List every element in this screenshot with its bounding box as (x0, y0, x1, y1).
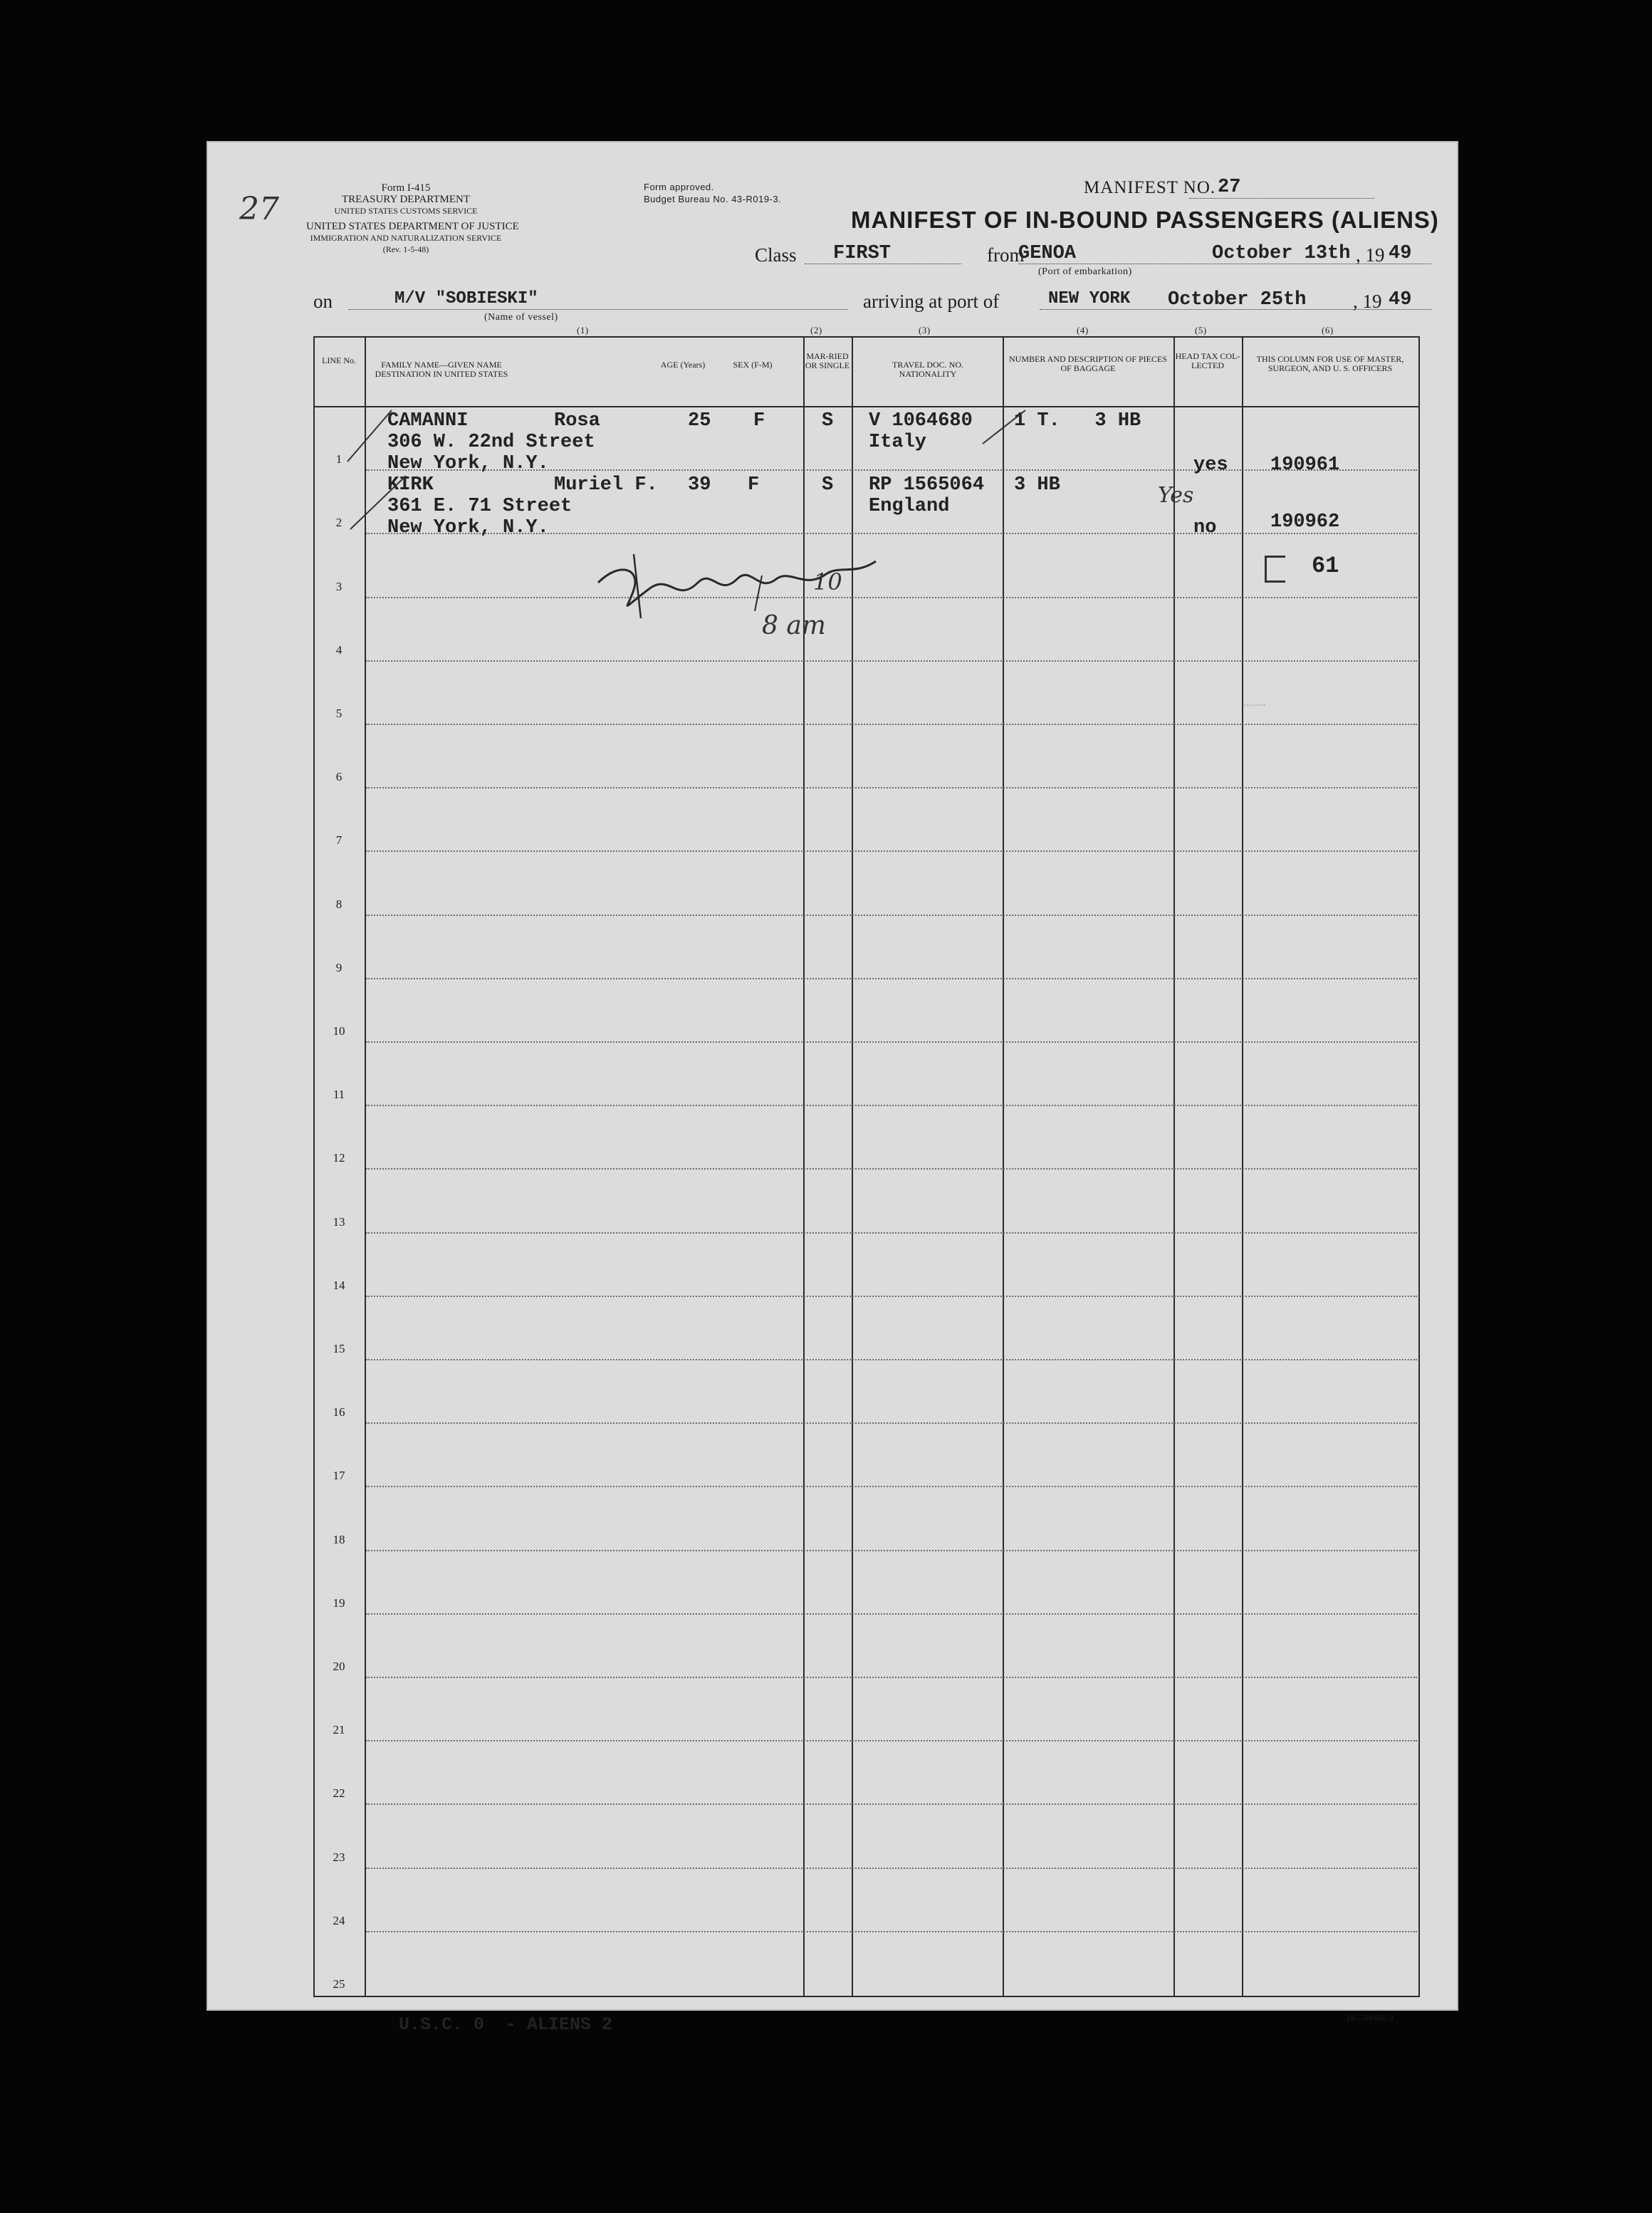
line-number: 4 (335, 642, 343, 657)
class-label: Class (755, 244, 797, 266)
col-divider (1173, 336, 1175, 1996)
row-divider (366, 1868, 1417, 1869)
form-number: Form I-415 (381, 182, 431, 194)
manifest-number-value: 27 (1218, 177, 1241, 198)
arrival-year-prefix: , 19 (1353, 291, 1382, 312)
class-value: FIRST (833, 243, 892, 264)
line-number: 12 (333, 1151, 345, 1165)
row-divider (366, 660, 1417, 662)
department-of-justice: UNITED STATES DEPARTMENT OF JUSTICE (306, 221, 519, 232)
arrival-year: 49 (1389, 289, 1412, 311)
line-number: 2 (335, 516, 343, 530)
line-number: 17 (333, 1469, 345, 1483)
passenger-marital-status: S (822, 474, 834, 496)
treasury-department: TREASURY DEPARTMENT (341, 194, 471, 205)
line-number: 22 (333, 1786, 345, 1801)
arrival-underline (1040, 309, 1431, 310)
manifest-number-underline (1189, 198, 1374, 199)
row-divider (366, 1105, 1417, 1106)
col6-reference: (6) (1322, 325, 1334, 335)
passenger-nationality: England (869, 496, 950, 517)
passenger-head-tax: yes (1193, 454, 1228, 476)
form-revision: (Rev. 1-5-48) (382, 244, 429, 254)
col4-reference: (4) (1077, 325, 1089, 335)
col-header-officers: THIS COLUMN FOR USE OF MASTER, SURGEON, AND U. S. OFFICERS (1256, 354, 1404, 373)
passenger-officer-number: 190961 (1270, 454, 1340, 476)
header-rule (313, 406, 1418, 407)
bottom-notation: U.S.C. 0 - ALIENS 2 (399, 2014, 613, 2035)
col5-reference: (5) (1195, 325, 1207, 335)
col-header-age: AGE (Years) (660, 360, 706, 370)
vessel-underline (349, 309, 847, 310)
from-label: from (987, 244, 1025, 266)
row-divider (366, 724, 1417, 725)
line-number: 25 (333, 1977, 345, 1991)
row-check-marks (342, 405, 427, 540)
bleed-through-text: ........ (1243, 697, 1266, 709)
row-divider (366, 1422, 1417, 1424)
passenger-address-line2: New York, N.Y. (387, 517, 549, 538)
line-number: 13 (333, 1214, 345, 1229)
line-number: 21 (333, 1723, 345, 1737)
name-of-vessel-caption: (Name of vessel) (484, 312, 558, 323)
vessel-name: M/V "SOBIESKI" (394, 289, 538, 308)
col-divider (1003, 336, 1004, 1996)
on-label: on (313, 291, 333, 312)
col-header-baggage: NUMBER AND DESCRIPTION OF PIECES OF BAGGAGE (1008, 354, 1168, 373)
row-divider (366, 787, 1417, 788)
row-divider (366, 1613, 1417, 1615)
customs-service: UNITED STATES CUSTOMS SERVICE (334, 206, 478, 216)
passenger-family-name: CAMANNI (387, 410, 469, 432)
passenger-sex: F (753, 410, 765, 432)
passenger-given-name: Rosa (554, 410, 600, 432)
embarkation-date: October 13th (1212, 243, 1351, 264)
row-divider (366, 1359, 1417, 1360)
line-number: 9 (335, 960, 343, 974)
arrival-port: NEW YORK (1048, 289, 1131, 308)
handwritten-tax-note: Yes (1158, 483, 1194, 508)
col-header-name: FAMILY NAME—GIVEN NAME DESTINATION IN UNITED STATES (375, 360, 508, 379)
col-header-head-tax: HEAD TAX COL-LECTED (1175, 351, 1240, 370)
passenger-travel-doc: V 1064680 (869, 410, 973, 432)
line-number: 19 (333, 1595, 345, 1610)
arrival-date: October 25th (1168, 289, 1307, 311)
col-divider (365, 336, 366, 1996)
line-number: 7 (335, 833, 343, 848)
port-of-embarkation-caption: (Port of embarkation) (1038, 266, 1132, 277)
embarkation-year-prefix: , 19 (1356, 244, 1385, 266)
row-divider (366, 850, 1417, 852)
row-divider (366, 1550, 1417, 1551)
line-number: 1 (335, 452, 343, 467)
passenger-nationality: Italy (869, 432, 927, 453)
col-header-travel-doc: TRAVEL DOC. NO. NATIONALITY (892, 360, 963, 379)
passenger-baggage: 3 HB (1014, 474, 1060, 496)
passenger-baggage: 1 T. 3 HB (1014, 410, 1141, 432)
row-divider (366, 978, 1417, 979)
row-divider (366, 1168, 1417, 1170)
line-number: 23 (333, 1850, 345, 1864)
passenger-marital-status: S (822, 410, 834, 432)
col3-reference: (3) (919, 325, 931, 335)
passenger-family-name: KIRK (387, 474, 434, 496)
handwritten-note-time: 8 am (762, 611, 826, 640)
line-number: 5 (335, 707, 343, 720)
passenger-given-name: Muriel F. (554, 474, 658, 496)
manifest-sheet (206, 141, 1458, 2035)
row-divider (366, 915, 1417, 916)
print-code: 16—54650-1 (1346, 2014, 1395, 2023)
line-number: 18 (333, 1532, 345, 1546)
col2-reference: (2) (810, 325, 822, 335)
manifest-number-label: MANIFEST NO. (1084, 178, 1216, 197)
line-number: 6 (335, 770, 343, 784)
line-number: 16 (333, 1405, 345, 1420)
line-number: 8 (335, 897, 343, 911)
line-number: 20 (333, 1660, 345, 1673)
col-header-line-no: LINE No. (322, 355, 356, 365)
embarkation-year: 49 (1389, 243, 1412, 264)
budget-bureau: Budget Bureau No. 43-R019-3. (644, 194, 782, 204)
row-divider (366, 597, 1417, 598)
handwritten-note-10: 10 (813, 568, 842, 595)
col-divider (1242, 336, 1243, 1996)
line-number: 24 (333, 1913, 345, 1927)
form-approved: Form approved. (644, 182, 714, 192)
row-divider (366, 1740, 1417, 1741)
line-number: 15 (333, 1342, 345, 1355)
line-number: 3 (335, 579, 343, 593)
row-divider (366, 1041, 1417, 1043)
line-number: 14 (333, 1278, 345, 1292)
stamp-number: 61 (1312, 553, 1339, 579)
passenger-age: 25 (688, 410, 711, 432)
manifest-title: MANIFEST OF IN-BOUND PASSENGERS (ALIENS) (851, 207, 1439, 233)
baggage-check-mark (976, 405, 1032, 447)
col1-reference: (1) (577, 325, 589, 335)
line-number: 11 (333, 1088, 345, 1102)
passenger-address-line1: 361 E. 71 Street (387, 496, 573, 517)
passenger-head-tax: no (1193, 517, 1217, 538)
arriving-label: arriving at port of (863, 291, 1000, 312)
row-divider (366, 1486, 1417, 1487)
row-divider (366, 1296, 1417, 1297)
handwritten-page-mark: 27 (239, 191, 279, 227)
passenger-officer-number: 190962 (1270, 511, 1340, 533)
inspector-signature (591, 540, 890, 632)
stamp-bracket (1265, 556, 1285, 583)
row-divider (366, 1677, 1417, 1678)
row-divider (366, 1232, 1417, 1234)
row-divider (366, 1803, 1417, 1805)
col-header-sex: SEX (F-M) (733, 360, 773, 370)
passenger-age: 39 (688, 474, 711, 496)
row-divider (366, 1931, 1417, 1932)
passenger-address-line1: 306 W. 22nd Street (387, 432, 595, 453)
line-number: 10 (333, 1024, 345, 1038)
passenger-travel-doc: RP 1565064 (869, 474, 985, 496)
passenger-sex: F (748, 474, 760, 496)
ins-service: IMMIGRATION AND NATURALIZATION SERVICE (310, 233, 502, 243)
embarkation-port: GENOA (1018, 243, 1077, 264)
col-header-married: MAR-RIED OR SINGLE (805, 351, 850, 370)
passenger-address-line2: New York, N.Y. (387, 453, 549, 474)
